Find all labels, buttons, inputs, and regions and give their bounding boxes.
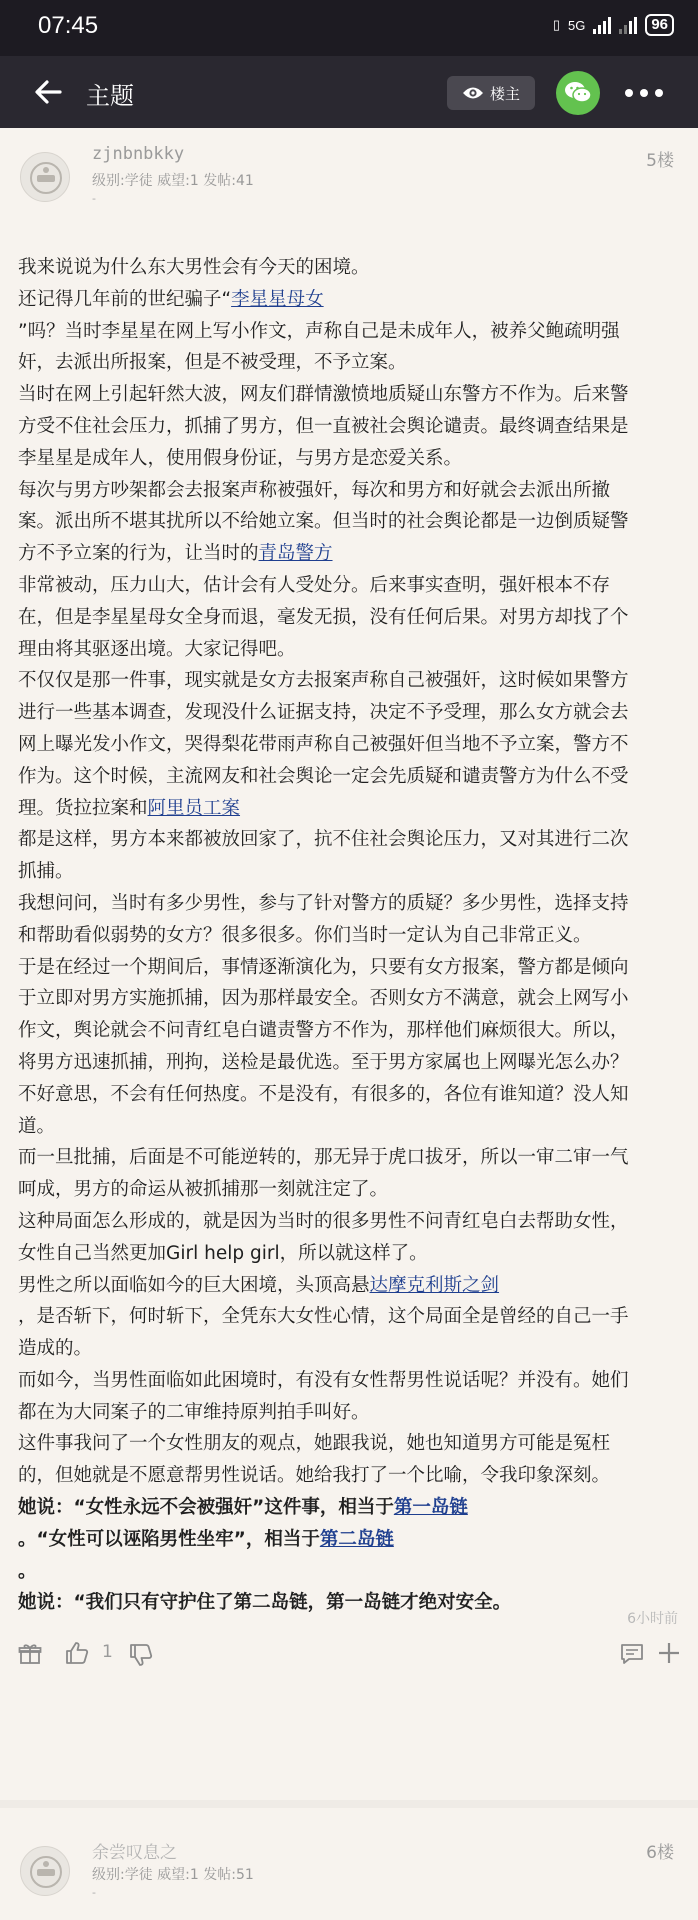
owner-only-button[interactable] (447, 76, 535, 110)
content-line: 理。货拉拉案和阿里员工案 (18, 797, 241, 819)
content-line: 非常被动，压力山大，估计会有人受处分。后来事实查明，强奸根本不存 (18, 574, 611, 596)
post-content (18, 252, 682, 1619)
content-line: 和帮助看似弱势的女方？很多很多。你们当时一定认为自己非常正义。 (18, 924, 592, 946)
like-count: 1 (102, 1642, 113, 1662)
user-signature: - (92, 1886, 96, 1899)
dot-icon (655, 89, 663, 97)
floor-number: 5楼 (646, 151, 674, 171)
dislike-button[interactable] (128, 1642, 154, 1668)
gift-icon (18, 1642, 42, 1666)
content-line: 我想问问，当时有多少男性，参与了针对警方的质疑？多少男性，选择支持 (18, 892, 629, 914)
content-line: 道。 (18, 1115, 56, 1137)
content-line: 方不予立案的行为，让当时的青岛警方 (18, 543, 333, 565)
content-line: 于立即对男方实施抓捕，因为那样最安全。否则女方不满意，就会上网写小 (18, 988, 629, 1010)
post-time: 6小时前 (627, 1611, 678, 1627)
content-line: 还记得几年前的世纪骗子“李星星母女 (18, 288, 324, 310)
status-time: 07:45 (38, 12, 99, 39)
topic-link[interactable]: 达摩克利斯之剑 (369, 1274, 500, 1296)
content-line: 都是这样，男方本来都被放回家了，抗不住社会舆论压力，又对其进行二次 (18, 829, 629, 851)
content-line: 造成的。 (18, 1338, 93, 1360)
content-line: 她说：“女性永远不会被强奸”这件事，相当于第一岛链 (18, 1497, 468, 1519)
username[interactable]: 余尝叹息之 (92, 1843, 177, 1863)
page-title: 主题 (86, 82, 134, 110)
content-line: 。 (18, 1560, 37, 1582)
content-line: 当时在网上引起轩然大波，网友们群情激愤地质疑山东警方不作为。后来警 (18, 384, 629, 406)
more-options-button[interactable] (620, 84, 668, 102)
content-line: 这件事我问了一个女性朋友的观点，她跟我说，她也知道男方可能是冤枉 (18, 1433, 611, 1455)
content-line: 我来说说为什么东大男性会有今天的困境。 (18, 257, 370, 278)
content-line: 不好意思，不会有任何热度。不是没有，有很多的，各位有谁知道？没人知 (18, 1083, 629, 1105)
battery-indicator: 96 (645, 14, 674, 36)
dot-icon (640, 89, 648, 97)
user-meta: 级别:学徒 威望:1 发帖:41 (92, 173, 254, 189)
back-button[interactable] (30, 74, 66, 110)
dot-icon (625, 89, 633, 97)
like-button[interactable] (64, 1640, 90, 1666)
wechat-share-button[interactable] (556, 71, 600, 115)
topic-link[interactable]: 第二岛链 (319, 1528, 394, 1550)
status-bar (0, 0, 698, 56)
user-signature: - (92, 192, 96, 205)
gift-button[interactable] (18, 1642, 42, 1666)
topic-link[interactable]: 青岛警方 (258, 543, 333, 565)
topic-link[interactable]: 第一岛链 (393, 1497, 468, 1519)
content-line: 抓捕。 (18, 861, 74, 883)
content-line: 于是在经过一个期间后，事情逐渐演化为，只要有女方报案，警方都是倾向 (18, 956, 629, 978)
content-line: 。“女性可以诬陷男性坐牢”，相当于第二岛链 (18, 1528, 394, 1550)
content-line: 作为。这个时候，主流网友和社会舆论一定会先质疑和谴责警方为什么不受 (18, 765, 629, 787)
content-line: 案。派出所不堪其扰所以不给她立案。但当时的社会舆论都是一边倒质疑警 (18, 511, 629, 533)
signal-icon-2 (619, 16, 637, 34)
comment-button[interactable] (620, 1642, 644, 1666)
vibrate-icon: ▯ (552, 17, 560, 32)
wechat-icon (563, 80, 593, 106)
thumbs-up-icon (64, 1640, 90, 1666)
post-floor-6 (0, 1808, 698, 1920)
reply-add-button[interactable] (656, 1640, 682, 1666)
content-line: ”吗？当时李星星在网上写小作文，声称自己是未成年人，被养父鲍疏明强 (18, 320, 620, 342)
content-line: 而如今，当男性面临如此困境时，有没有女性帮男性说话呢？并没有。她们 (18, 1369, 629, 1391)
plus-icon (656, 1640, 682, 1666)
username[interactable]: zjnbnbkky (92, 144, 185, 164)
content-line: 她说：“我们只有守护住了第二岛链，第一岛链才绝对安全。 (18, 1592, 512, 1614)
content-line: 这种局面怎么形成的，就是因为当时的很多男性不问青红皂白去帮助女性， (18, 1210, 629, 1232)
eye-icon (462, 85, 484, 101)
floor-number: 6楼 (646, 1843, 674, 1863)
back-arrow-icon (30, 74, 66, 110)
content-line: 作文，舆论就会不问青红皂白谴责警方不作为，那样他们麻烦很大。所以， (18, 1020, 629, 1042)
default-avatar-icon (21, 153, 71, 203)
owner-only-label: 楼主 (489, 84, 520, 103)
content-line: 的，但她就是不愿意帮男性说话。她给我打了一个比喻，令我印象深刻。 (18, 1465, 611, 1487)
content-line: 不仅仅是那一件事，现实就是女方去报案声称自己被强奸，这时候如果警方 (18, 670, 629, 692)
avatar[interactable] (20, 152, 70, 202)
post-divider (0, 1800, 698, 1808)
content-line: ，是否斩下，何时斩下，全凭东大女性心情，这个局面全是曾经的自己一手 (18, 1306, 629, 1328)
content-line: 都在为大同案子的二审维持原判拍手叫好。 (18, 1401, 370, 1423)
content-line: 每次与男方吵架都会去报案声称被强奸，每次和男方和好就会去派出所撤 (18, 479, 611, 501)
content-line: 女性自己当然更加Girl help girl，所以就这样了。 (18, 1242, 428, 1264)
content-line: 网上曝光发小作文，哭得梨花带雨声称自己被强奸但当地不予立案，警方不 (18, 733, 629, 755)
default-avatar-icon (21, 1847, 71, 1897)
content-line: 男性之所以面临如今的巨大困境，头顶高悬达摩克利斯之剑 (18, 1274, 500, 1296)
content-line: 奸，去派出所报案，但是不被受理，不予立案。 (18, 352, 407, 374)
content-line: 将男方迅速抓捕，刑拘，送检是最优选。至于男方家属也上网曝光怎么办？ (18, 1051, 629, 1073)
user-meta: 级别:学徒 威望:1 发帖:51 (92, 1867, 254, 1883)
thumbs-down-icon (128, 1642, 154, 1668)
content-line: 方受不住社会压力，抓捕了男方，但一直被社会舆论谴责。最终调查结果是 (18, 415, 629, 437)
content-line: 进行一些基本调查，发现没什么证据支持，决定不予受理，那么女方就会去 (18, 702, 629, 724)
topic-link[interactable]: 李星星母女 (231, 288, 324, 310)
comment-icon (620, 1642, 644, 1666)
content-line: 理由将其驱逐出境。大家记得吧。 (18, 638, 296, 660)
post-actions (0, 1636, 698, 1676)
network-label: 5G (567, 17, 586, 33)
content-line: 李星星是成年人，使用假身份证，与男方是恋爱关系。 (18, 447, 463, 469)
content-line: 而一旦批捕，后面是不可能逆转的，那无异于虎口拔牙，所以一审二审一气 (18, 1147, 629, 1169)
content-line: 在，但是李星星母女全身而退，毫发无损，没有任何后果。对男方却找了个 (18, 606, 629, 628)
content-line: 呵成，男方的命运从被抓捕那一刻就注定了。 (18, 1179, 389, 1201)
avatar[interactable] (20, 1846, 70, 1896)
post-floor-5 (0, 128, 698, 1800)
topic-link[interactable]: 阿里员工案 (147, 797, 241, 819)
signal-icon (593, 16, 611, 34)
nav-bar (0, 56, 698, 128)
